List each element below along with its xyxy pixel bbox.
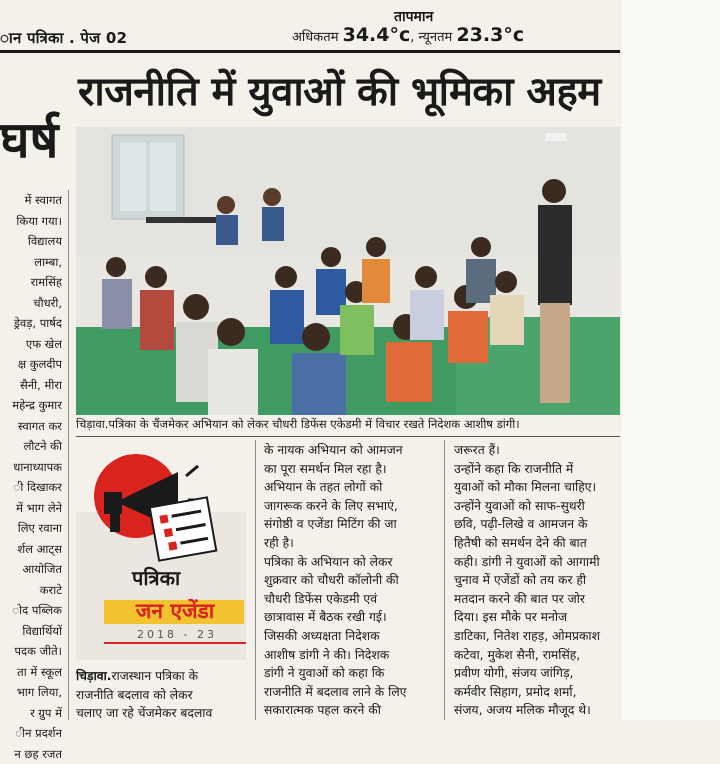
dateline: चिड़ावा. xyxy=(76,669,111,683)
article-line: डांगी ने युवाओं को कहा कि xyxy=(264,664,434,683)
article-line: सकारात्मक पहल करने की xyxy=(264,701,434,720)
column-divider xyxy=(444,440,445,720)
logo-title: जन एजेंडा xyxy=(108,597,242,625)
adjacent-article-line: में भाग लेने xyxy=(0,498,62,519)
adjacent-article-line: ी दिखाकर xyxy=(0,477,62,498)
adjacent-article-line: भाग लिया, xyxy=(0,682,62,703)
adjacent-article-line: आयोजित xyxy=(0,559,62,580)
article-line: रही है। xyxy=(264,534,434,553)
article-photo xyxy=(76,127,620,415)
adjacent-article-line: क्ष कुलदीप xyxy=(0,354,62,375)
article-line: दिया। इस मौके पर मनोज xyxy=(454,608,620,627)
article-intro xyxy=(76,667,246,723)
article-line: के नायक अभियान को आमजन xyxy=(264,441,434,460)
classroom-photo xyxy=(76,127,620,415)
article-line: कही। डांगी ने युवाओं को आगामी xyxy=(454,553,620,572)
adjacent-article-line: लाम्बा, xyxy=(0,252,62,273)
article-line: डाटिका, नितेश राहड़, ओमप्रकाश xyxy=(454,627,620,646)
adjacent-article-line: चौधरी, xyxy=(0,293,62,314)
masthead-page-label: ान पत्रिका . पेज 02 xyxy=(0,28,127,48)
article-right-column xyxy=(454,441,620,720)
article-line: उन्होंने युवाओं को साफ-सुथरी xyxy=(454,497,620,516)
adjacent-article-line: र ग्रुप में xyxy=(0,703,62,724)
article-intro-line: राजनीति बदलाव को लेकर xyxy=(76,686,246,705)
weather-max-label: अधिकतम xyxy=(292,30,338,45)
article-line: संगोष्ठी व एजेंडा मिटिंग की जा xyxy=(264,515,434,534)
adjacent-article-line: विद्यार्थियों xyxy=(0,621,62,642)
article-line: जिसकी अध्यक्षता निदेशक xyxy=(264,627,434,646)
weather-min-value: 23.3°c xyxy=(456,24,524,46)
column-divider xyxy=(255,440,256,720)
adjacent-article-line: न छह रजत xyxy=(0,744,62,764)
article-line: पत्रिका के अभियान को लेकर xyxy=(264,553,434,572)
adjacent-headline-fragment: घर्ष xyxy=(0,104,58,172)
article-line: संजय, अजय मलिक मौजूद थे। xyxy=(454,701,620,720)
article-line: कर्मवीर सिहाग, प्रमोद शर्मा, xyxy=(454,683,620,702)
adjacent-article-line: र्शल आट्स xyxy=(0,539,62,560)
adjacent-article-line: रामसिंह xyxy=(0,272,62,293)
article-line: छात्रावास में बैठक रखी गई। xyxy=(264,608,434,627)
adjacent-article-line: ीन प्रदर्शन xyxy=(0,723,62,744)
adjacent-article-line: किया गया। xyxy=(0,211,62,232)
article-intro-line: चलाए जा रहे चेंजमेकर बदलाव xyxy=(76,704,246,723)
weather-max-value: 34.4°c xyxy=(343,24,411,46)
adjacent-article-line: लौटने की xyxy=(0,436,62,457)
article-line: हितैषी को समर्थन देने की बात xyxy=(454,534,620,553)
article-line: मतदान करने की बात पर जोर xyxy=(454,590,620,609)
adjacent-article-line: महेन्द्र कुमार xyxy=(0,395,62,416)
adjacent-article-line: लिए रवाना xyxy=(0,518,62,539)
checklist-icon xyxy=(150,497,216,560)
article-line: छवि, पढ़ी-लिखे व आमजन के xyxy=(454,515,620,534)
article-line: युवाओं को मौका मिलना चाहिए। xyxy=(454,478,620,497)
logo-brand: पत्रिका xyxy=(132,564,180,591)
campaign-logo xyxy=(76,452,246,660)
article-line: का पूरा समर्थन मिल रहा है। xyxy=(264,460,434,479)
header-rule xyxy=(0,50,620,53)
adjacent-article-line: धानाध्यापक xyxy=(0,457,62,478)
weather-readout xyxy=(292,24,524,46)
logo-years: 2018 - 23 xyxy=(110,628,244,641)
adjacent-article-line: स्वागत कर xyxy=(0,416,62,437)
adjacent-article-line: ोद पब्लिक xyxy=(0,600,62,621)
photo-caption: चिड़ावा.पत्रिका के चैंजमेकर अभियान को लेकर चौधरी डिफेंस एकेडमी में विचार रखते निदेशक आशीष डांगी। xyxy=(76,417,620,432)
adjacent-article-line: पदक जीते। xyxy=(0,641,62,662)
adjacent-article-line: ता में स्कूल xyxy=(0,662,62,683)
weather-min-label: , न्यूनतम xyxy=(410,30,452,45)
article-line: कटेवा, मुकेश सैनी, रामसिंह, xyxy=(454,646,620,665)
adjacent-article-line: सैनी, मीरा xyxy=(0,375,62,396)
article-line: अभियान के तहत लोगों को xyxy=(264,478,434,497)
adjacent-article-line: में स्वागत xyxy=(0,190,62,211)
page-right-margin xyxy=(622,0,720,720)
article-headline: राजनीति में युवाओं की भूमिका अहम xyxy=(78,62,601,117)
article-line: राजनीति में बदलाव लाने के लिए xyxy=(264,683,434,702)
article-middle-column xyxy=(264,441,434,720)
column-divider xyxy=(68,190,69,720)
article-intro-line: चिड़ावा.राजस्थान पत्रिका के xyxy=(76,667,246,686)
article-line: चौधरी डिफेंस एकेडमी एवं xyxy=(264,590,434,609)
article-line: शुक्रवार को चौधरी कॉलोनी की xyxy=(264,571,434,590)
weather-title: तापमान xyxy=(394,7,433,26)
article-line: जागरूक करने के लिए सभाएं, xyxy=(264,497,434,516)
adjacent-article-column xyxy=(0,190,62,764)
adjacent-article-line: विद्यालय xyxy=(0,231,62,252)
adjacent-article-line: एफ खेल xyxy=(0,334,62,355)
adjacent-article-line: ड्रेवड़, पार्षद xyxy=(0,313,62,334)
article-line: उन्होंने कहा कि राजनीति में xyxy=(454,460,620,479)
article-line: आशीष डांगी ने की। निदेशक xyxy=(264,646,434,665)
article-line: चुनाव में एजेंडों को तय कर ही xyxy=(454,571,620,590)
adjacent-article-line: कराटे xyxy=(0,580,62,601)
caption-rule xyxy=(76,436,620,437)
article-line: जरूरत हैं। xyxy=(454,441,620,460)
article-line: प्रवीण योगी, संजय जांगिड़, xyxy=(454,664,620,683)
